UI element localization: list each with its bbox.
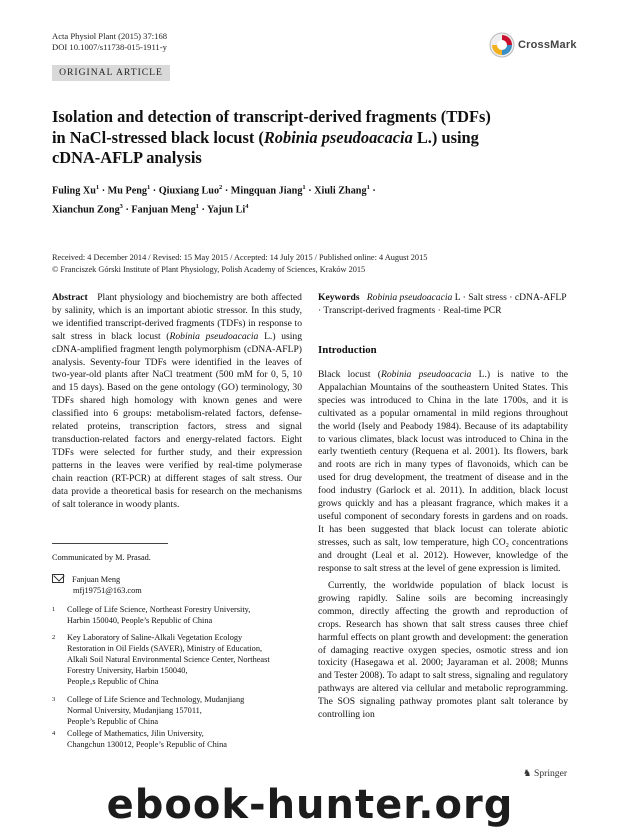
author[interactable]: Fanjuan Meng [131,204,196,216]
author[interactable]: Yajun Li [207,204,246,216]
affiliation: 1 College of Life Science, Northeast Forestry University, Harbin 150040, People’s Republic of China [52,605,251,625]
author[interactable]: Xianchun Zong [52,204,120,216]
watermark: ebook-hunter.org [106,782,514,828]
section-heading: Introduction [318,344,377,356]
footnote-divider [52,543,168,544]
author[interactable]: Xiuli Zhang [314,185,367,197]
corresponding-email[interactable]: mfj19751@163.com [73,586,142,595]
affiliation: 4 College of Mathematics, Jilin University, Changchun 130012, People’s Republic of China [52,729,227,749]
affiliation: 3 College of Life Science and Technology, Mudanjiang Normal University, Mudanjiang 157011, People’s Republic of China [52,695,245,726]
crossmark-label: CrossMark [518,39,577,51]
corresponding-author: Fanjuan Meng mfj19751@163.com [52,574,142,596]
springer-logo: ♞ Springer [523,768,568,779]
abstract: Abstract Plant physiology and biochemistry are both affected by salinity, which is an important abiotic stressor. In this study, we identified transcript-derived fragments (TDFs) in response to salt stress in black locust (Robinia pseudoacacia L.) using cDNA-amplified fragment length polymorphism (cDNA-AFLP) analysis. Seventy-four TDFs were identified in the leaves of two-year-old plants after NaCl treatment (500 mM for 0, 5, 10 and 15 days). Based on the gene ontology (GO) terminology, 30 TDFs shared high homology with known genes and were classified into 6 groups: metabolism-related factors, defense-related proteins, transcription factors, stress and signal transduction-related factors and energy-related factors. Eight TDFs were selected for further study, and their expression patterns in the leaves were verified by real-time polymerase chain reaction (RT-PCR) at different stages of salt stress. Our data provide a theoretical basis for research on the mechanisms of salt tolerance in woody plants. [52,292,303,510]
affiliation: 2 Key Laboratory of Saline-Alkali Vegetation Ecology Restoration in Oil Fields (SAVER), Ministry of Education, Alkali Soil Natural Environmental Science Center, Northeast Forestry University, Harbin 150040, People‚s Republic of China [52,633,270,686]
envelope-icon [52,574,64,583]
abstract-label: Abstract [52,292,88,303]
keywords: Keywords Robinia pseudoacacia L · Salt stress · cDNA-AFLP · Transcript-derived fragments · Real-time PCR [318,292,567,316]
running-header [52,31,167,53]
author-list: Fuling $Xu^1 \cdot Mu$ Peng$^1$ · Qiuxiang Luo$^2$ · Mingquan Jiang$^1$ · Xiuli Zhang$^1$ · Xianchun Zong$^3$ · Fanjuan Meng$^1$ · Yajun Li$^4$ [52,184,376,216]
author[interactable]: Qiuxiang Luo [158,185,220,197]
publication-dates: Received: 4 December 2014 / Revised: 15 May 2015 / Accepted: 14 July 2015 / Published online: 4 August 2015 © Franciszek Górski Institute of Plant Physiology, Polish Academy of Sciences, Kraków 2015 [52,253,428,274]
intro-paragraph-2: Currently, the worldwide population of black locust is growing rapidly. Saline soils are becoming increasingly common, directly affecting the growth and reproduction of crops. Research has shown that salt stress causes three chief harmful effects on plant growth and development: the generation of damaging reactive oxygen species, osmotic stress and ion toxicity (Hasegawa et al. 2000; Jayaraman et al. 2008; Munns and Tester 2008). To adapt to salt stress, signaling and regulatory pathways are altered via cellular and metabolic reprogramming. The SOS signaling pathway promotes plant salt tolerance by controlling ion [318,580,568,721]
doi[interactable]: DOI 10.1007/s11738-015-1911-y [52,42,167,52]
author[interactable]: Mingquan Jiang [230,185,303,197]
article-type-badge: ORIGINAL ARTICLE [52,65,170,81]
crossmark-logo[interactable] [489,32,579,58]
article-title: Isolation and detection of transcript-derived fragments (TDFs) in NaCl-stressed black locust (Robinia pseudoacacia L.) using cDNA-AFLP analysis [52,107,491,167]
crossmark-icon [489,32,515,58]
communicated-by: Communicated by M. Prasad. [52,553,151,562]
springer-horse-icon: ♞ [523,768,532,779]
author[interactable]: Fuling Xu [52,185,96,197]
author[interactable]: Mu Peng [107,185,147,197]
intro-paragraph-1: Black locust (Robinia pseudoacacia L.) is native to the Appalachian Mountains of the southeastern United States. This species was introduced to China in the late 1700s, and it is cultivated as a popular ornamental in mild regions throughout the world (Isely and Peabody 1984). Because of its adaptability to various climates, black locust was introduced to China in the early twentieth century (Requena et al. 2001). Its flowers, bark and roots are rich in many types of flavonoids, which can be used for drug development, the treatment of disease and in the food industry (Garlock et al. 2011). In addition, black locust grows quickly and has a pleasant fragrance, which makes it a useful component of secondary forests in gardens and on roads. It has been suggested that black locust can tolerate abiotic stresses, such as salt, low temperature, high CO₂ concentrations and drought (Leal et al. 2012). However, knowledge of the response to salt stress at the level of gene expression is limited. [318,369,569,574]
journal-citation: Acta Physiol Plant (2015) 37:168 [52,31,168,41]
